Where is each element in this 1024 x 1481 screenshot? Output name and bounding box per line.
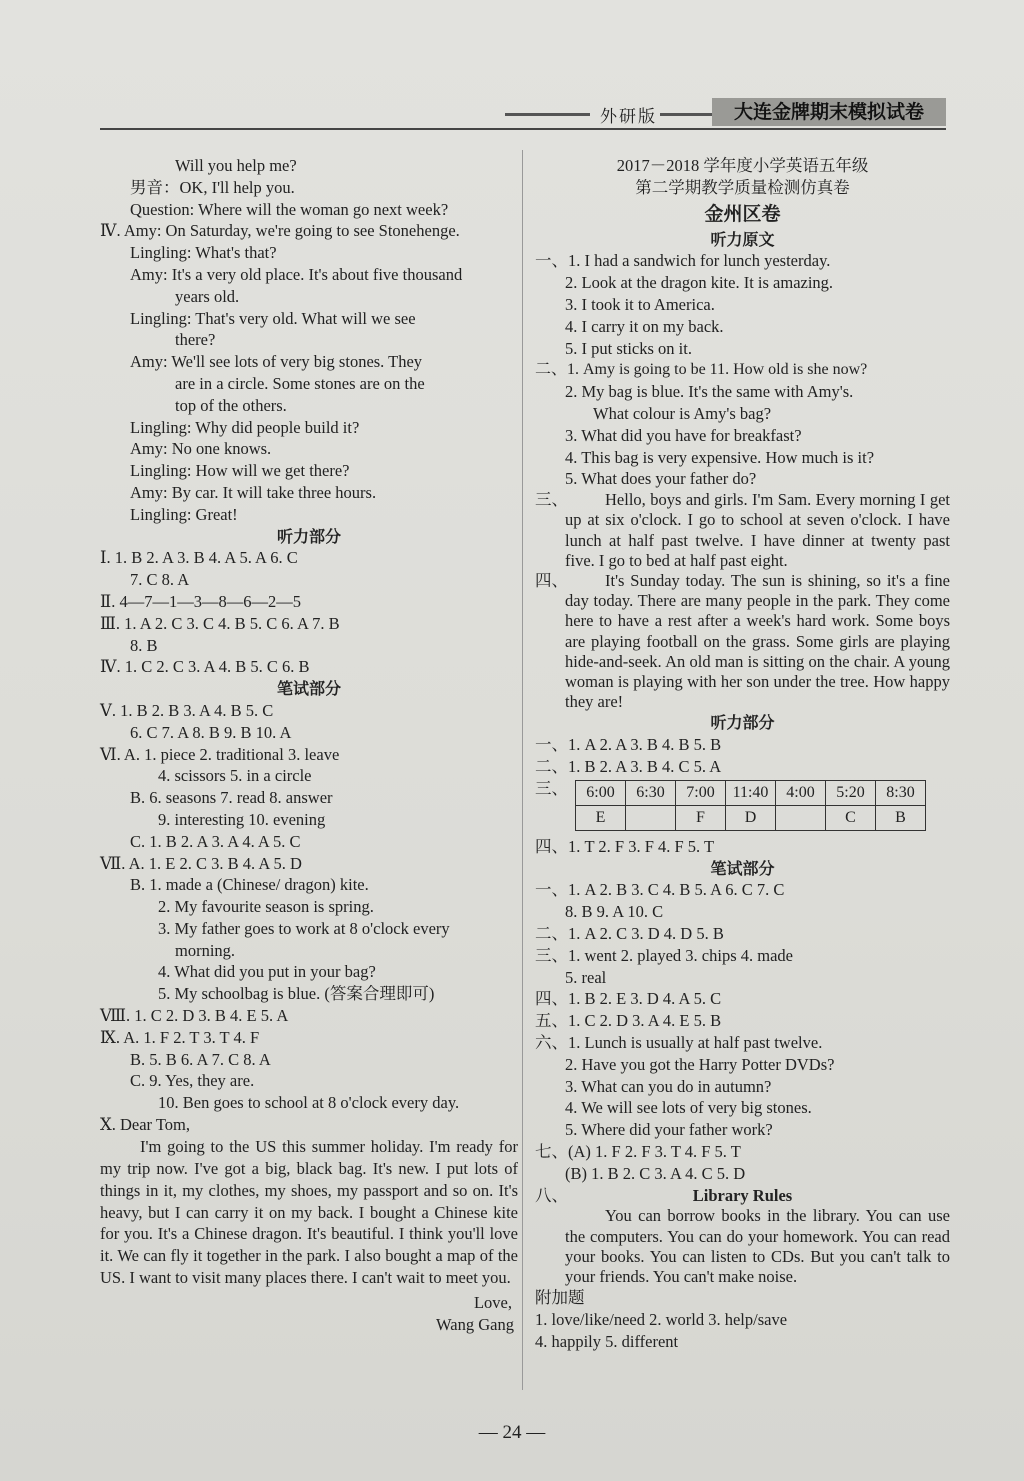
library-rules-title: Library Rules	[692, 1185, 793, 1205]
answer-line: 10. Ben goes to school at 8 o'clock every day.	[158, 1093, 460, 1113]
library-rules-text: You can borrow books in the library. You can use the computers. You can do your homework. You can read your books. You can listen to CDs. But you can't talk to your friends. You can't make noise.	[565, 1206, 950, 1286]
table-cell: D	[726, 805, 776, 830]
text-line: Lingling: How will we get there?	[130, 461, 350, 481]
table-row-times	[576, 780, 926, 805]
transcript-line: 5. I put sticks on it.	[565, 338, 692, 358]
section-heading-listening: 听力部分	[276, 526, 341, 546]
table-cell: 5:20	[826, 780, 876, 805]
answer-line: Ⅴ. 1. B 2. B 3. A 4. B 5. C	[100, 700, 274, 720]
text-line: Question: Where will the woman go next week?	[130, 199, 449, 219]
table-cell: 11:40	[726, 780, 776, 805]
text-line: years old.	[175, 286, 240, 306]
header-rule	[100, 128, 946, 130]
answer-line: Ⅸ. A. 1. F 2. T 3. T 4. F	[100, 1027, 260, 1047]
section-heading-written: 笔试部分	[710, 858, 775, 878]
transcript-line: 4. This bag is very expensive. How much is it?	[565, 447, 875, 467]
answer-line: 七、(A) 1. F 2. F 3. T 4. F 5. T	[535, 1141, 741, 1161]
schedule-table	[575, 780, 926, 831]
answer-line: 一、1. A 2. B 3. C 4. B 5. A 6. C 7. C	[535, 880, 785, 900]
table-cell: B	[876, 805, 926, 830]
letter-body: I'm going to the US this summer holiday. I'm ready for my trip now. I've got a big, black bag. It's new. I put lots of things in it, my clothes, my shoes, my passport and so on. It's heavy, but I can carry it on my back. I bought a Chinese kite for you. It's a Chinese dragon. It's beautiful. I think you'll love it. We can fly it together in the park. I also bought a map of the US. I want to visit many places there. I can't wait to meet you.	[100, 1136, 518, 1288]
answer-line: Ⅷ. 1. C 2. D 3. B 4. E 5. A	[100, 1006, 289, 1026]
transcript-line: 3. What did you have for breakfast?	[565, 425, 802, 445]
answer-line: Ⅵ. A. 1. piece 2. traditional 3. leave	[100, 744, 340, 764]
passage-three	[535, 490, 950, 571]
answer-line: 4. happily 5. different	[535, 1331, 679, 1351]
answer-line: 4. We will see lots of very big stones.	[565, 1098, 812, 1118]
header-edition: 外研版	[600, 107, 657, 126]
text-line: Will you help me?	[175, 156, 297, 175]
transcript-line: What colour is Amy's bag?	[593, 403, 772, 423]
table-cell: C	[826, 805, 876, 830]
answer-line: 六、1. Lunch is usually at half past twelve.	[535, 1032, 823, 1052]
table-cell: 4:00	[776, 780, 826, 805]
answer-line: B. 5. B 6. A 7. C 8. A	[130, 1049, 271, 1069]
right-column	[535, 155, 950, 1353]
table-cell: 8:30	[876, 780, 926, 805]
answer-line: B. 6. seasons 7. read 8. answer	[130, 788, 333, 808]
answer-line: 5. real	[565, 967, 607, 987]
table-cell	[626, 805, 676, 830]
table-cell: 7:00	[676, 780, 726, 805]
transcript-line: 2. Look at the dragon kite. It is amazing.	[565, 273, 834, 293]
answer-line: 四、1. B 2. E 3. D 4. A 5. C	[535, 989, 722, 1009]
text-line: Lingling: Why did people build it?	[130, 417, 360, 437]
text-line: Ⅳ. Amy: On Saturday, we're going to see Stonehenge.	[100, 221, 460, 241]
passage-label: 四、	[535, 570, 568, 590]
table-cell: E	[576, 805, 626, 830]
text-line: 男音：OK, I'll help you.	[130, 177, 295, 197]
answer-line: Ⅳ. 1. C 2. C 3. A 4. B 5. C 6. B	[100, 657, 310, 677]
header-series-title: 大连金牌期末模拟试卷	[712, 98, 946, 126]
header-dash-left	[505, 113, 590, 116]
answer-line: B. 1. made a (Chinese/ dragon) kite.	[130, 875, 369, 895]
passage-text: Hello, boys and girls. I'm Sam. Every morning I get up at six o'clock. I go to school at seven o'clock. I have lunch at half past twelve. I have dinner at twenty past five. I go to bed at half past eight.	[565, 490, 950, 570]
answer-line: 5. Where did your father work?	[565, 1120, 773, 1140]
page-number: — 24 —	[478, 1422, 546, 1443]
passage-text: It's Sunday today. The sun is shining, so it's a fine day today. There are many people in the park. They come here to have a rest after a week's hard work. Some boys are playing football on the grass. Some girls are playing hide-and-seek. An old man is sitting on the chair. A young woman is playing with her son under the tree. How happy they are!	[565, 570, 950, 712]
question-label: 三、	[535, 778, 568, 798]
answer-line: 6. C 7. A 8. B 9. B 10. A	[130, 722, 292, 742]
library-rules-header	[535, 1185, 950, 1207]
section-heading-written: 笔试部分	[276, 679, 341, 699]
page-header	[100, 98, 946, 132]
exam-title-line2: 第二学期教学质量检测仿真卷	[635, 177, 850, 197]
answer-line: 四、1. T 2. F 3. F 4. F 5. T	[535, 836, 715, 856]
table-cell: 6:00	[576, 780, 626, 805]
letter-signature: Wang Gang	[436, 1315, 514, 1334]
answer-line: 4. What did you put in your bag?	[158, 962, 376, 982]
table-cell: F	[676, 805, 726, 830]
question-label: 八、	[535, 1185, 568, 1205]
transcript-line: 5. What does your father do?	[565, 469, 757, 489]
answer-line: C. 9. Yes, they are.	[130, 1071, 255, 1091]
answer-line: C. 1. B 2. A 3. A 4. A 5. C	[130, 831, 301, 851]
column-divider	[522, 150, 523, 1390]
section-heading-transcript: 听力原文	[710, 229, 775, 249]
text-line: are in a circle. Some stones are on the	[175, 373, 425, 393]
answer-line: Ⅲ. 1. A 2. C 3. C 4. B 5. C 6. A 7. B	[100, 613, 340, 633]
text-line: Lingling: That's very old. What will we see	[130, 308, 416, 328]
section-heading-listening: 听力部分	[710, 713, 775, 733]
text-line: top of the others.	[175, 395, 287, 415]
transcript-line: 二、1. Amy is going to be 11. How old is she now?	[535, 361, 868, 379]
answer-line: 三、1. went 2. played 3. chips 4. made	[535, 945, 793, 965]
table-cell: 6:30	[626, 780, 676, 805]
letter-closing: Love,	[473, 1293, 512, 1313]
answer-line: Ⅰ. 1. B 2. A 3. B 4. A 5. A 6. C	[100, 548, 298, 568]
answer-line: 2. Have you got the Harry Potter DVDs?	[565, 1054, 835, 1074]
answer-line: 五、1. C 2. D 3. A 4. E 5. B	[535, 1011, 722, 1031]
transcript-line: 4. I carry it on my back.	[565, 316, 724, 336]
answer-line: 8. B	[130, 635, 158, 655]
answer-line: 7. C 8. A	[130, 570, 190, 590]
answer-line: morning.	[175, 940, 236, 960]
district-title: 金州区卷	[704, 202, 781, 225]
table-cell	[776, 805, 826, 830]
answer-line: 一、1. A 2. A 3. B 4. B 5. B	[535, 735, 722, 755]
left-column	[100, 155, 518, 1336]
transcript-line: 一、1. I had a sandwich for lunch yesterday.	[535, 251, 831, 271]
answer-line: Ⅱ. 4—7—1—3—8—6—2—5	[100, 591, 301, 611]
answer-line: 2. My favourite season is spring.	[158, 897, 374, 917]
answer-line: 1. love/like/need 2. world 3. help/save	[535, 1309, 788, 1329]
text-line: there?	[175, 330, 216, 350]
passage-label: 三、	[535, 490, 568, 510]
exam-title-line1: 2017－2018 学年度小学英语五年级	[616, 156, 869, 175]
answer-line: Ⅶ. A. 1. E 2. C 3. B 4. A 5. D	[100, 853, 302, 873]
answer-line: 9. interesting 10. evening	[158, 809, 326, 829]
answer-line: 4. scissors 5. in a circle	[158, 766, 312, 786]
answer-line: 5. My schoolbag is blue. (答案合理即可)	[158, 984, 435, 1004]
answer-line: 8. B 9. A 10. C	[565, 902, 664, 922]
bonus-heading: 附加题	[535, 1288, 585, 1308]
table-row-letters	[576, 805, 926, 830]
transcript-line: 3. I took it to America.	[565, 294, 715, 314]
answer-line: 3. What can you do in autumn?	[565, 1076, 772, 1096]
transcript-line: 2. My bag is blue. It's the same with Amy's.	[565, 382, 854, 402]
text-line: Amy: No one knows.	[130, 439, 272, 459]
answer-line: 3. My father goes to work at 8 o'clock every	[158, 918, 450, 938]
passage-four	[535, 571, 950, 712]
text-line: Amy: We'll see lots of very big stones. They	[130, 352, 423, 372]
answer-line: Ⅹ. Dear Tom,	[100, 1115, 191, 1135]
answer-line: 二、1. A 2. C 3. D 4. D 5. B	[535, 923, 724, 943]
text-line: Lingling: What's that?	[130, 243, 277, 263]
text-line: Amy: By car. It will take three hours.	[130, 482, 377, 502]
text-line: Lingling: Great!	[130, 504, 238, 524]
schedule-block	[535, 778, 950, 836]
answer-line: 二、1. B 2. A 3. B 4. C 5. A	[535, 756, 722, 776]
text-line: Amy: It's a very old place. It's about five thousand	[130, 264, 463, 284]
answer-line: (B) 1. B 2. C 3. A 4. C 5. D	[565, 1163, 746, 1183]
